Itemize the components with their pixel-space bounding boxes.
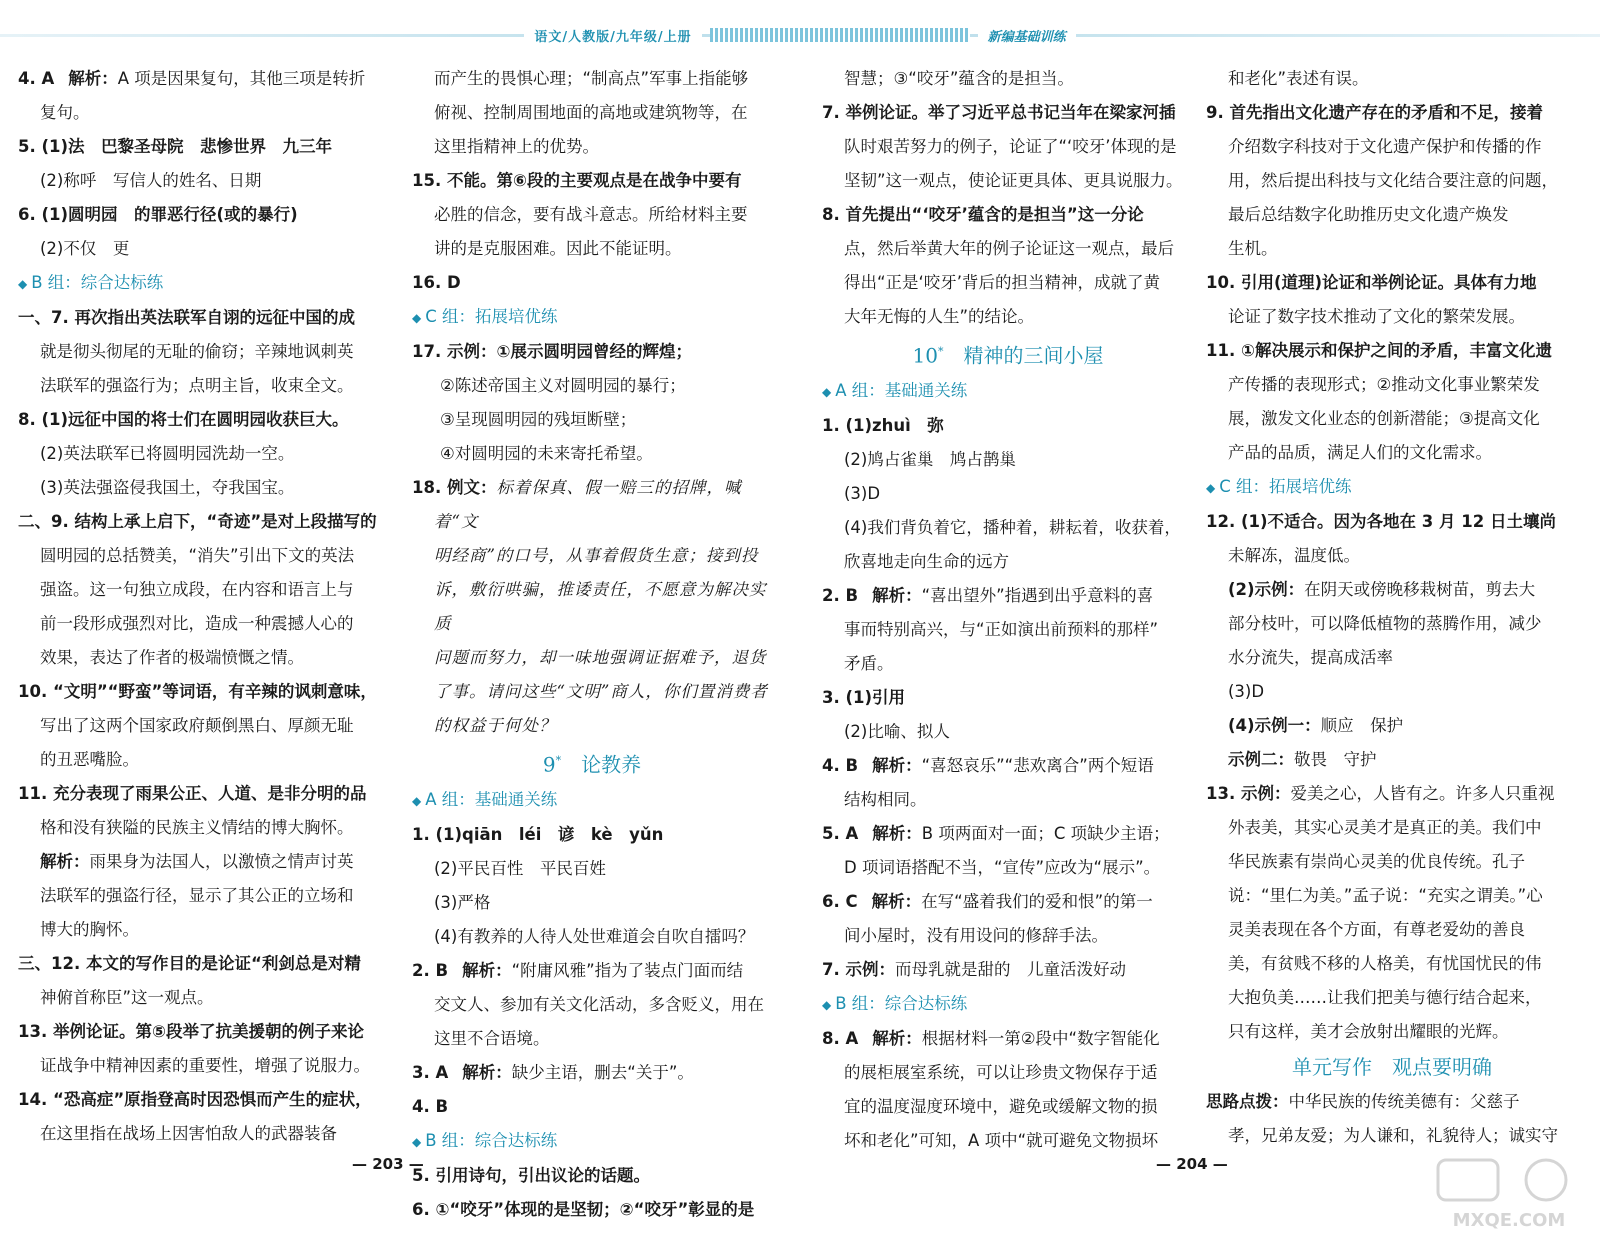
answer-continuation <box>18 981 390 1015</box>
answer-continuation <box>18 232 390 266</box>
answer-continuation <box>1206 981 1578 1015</box>
line-text: 展，激发文化业态的创新潜能；③提高文化 <box>1228 409 1540 428</box>
section-heading-label: B 组：综合达标练 <box>31 273 164 292</box>
line-text: 部分枝叶，可以降低植物的蒸腾作用，减少 <box>1228 614 1542 633</box>
line-text: (3)英法强盗侵我国土，夺我国宝。 <box>40 478 295 497</box>
answer-line <box>1206 96 1578 130</box>
line-text: 这里不合语境。 <box>434 1028 550 1048</box>
answer-line <box>1206 709 1578 743</box>
section-heading <box>412 1124 772 1159</box>
answer-continuation <box>822 647 1194 681</box>
analysis-text: 在写“盛着我们的爱和恨”的第一 <box>921 891 1153 911</box>
lesson-title <box>1206 1049 1578 1085</box>
line-text: 大年无悔的人生”的结论。 <box>844 307 1035 326</box>
line-text: 间小屋时，没有用设问的修辞手法。 <box>844 925 1108 945</box>
answer-continuation <box>1206 436 1578 470</box>
answer-continuation <box>18 437 390 471</box>
answer-continuation <box>1206 368 1578 402</box>
answer-continuation <box>822 715 1194 749</box>
question-number: 11. 充分表现了雨果公正、人道、是非分明的品 <box>18 784 367 803</box>
line-text: 论证了数字技术推动了文化的繁荣发展。 <box>1228 307 1525 326</box>
question-number: 12. (1)不适合。因为各地在 3 月 12 日土壤尚 <box>1206 512 1556 531</box>
answer-line <box>18 675 390 709</box>
question-number: 一、7. 再次指出英法联军自诩的远征中国的成 <box>18 308 355 327</box>
question-number: 7. 举例论证。举了习近平总书记当年在梁家河插 <box>822 103 1176 122</box>
answer-continuation <box>1206 607 1578 641</box>
answer-line <box>1206 505 1578 539</box>
bold-label: 13. 示例： <box>1206 784 1291 803</box>
bold-label: 示例二： <box>1228 750 1294 769</box>
answer-line <box>1206 334 1578 368</box>
question-number: 16. D <box>412 273 461 292</box>
answer-continuation <box>412 403 772 437</box>
answer-continuation <box>18 845 390 879</box>
line-text: 博大的胸怀。 <box>40 920 139 939</box>
line-text: 效果，表达了作者的极端愤慨之情。 <box>40 648 304 667</box>
example-text-line: 的权益于何处？ <box>434 716 557 735</box>
analysis-label: 解析： <box>872 585 922 605</box>
line-text: 宜的温度湿度环境中，避免或缓解文物的损 <box>844 1096 1158 1116</box>
line-text: 写出了这两个国家政府颠倒黑白、厚颜无耻 <box>40 716 354 735</box>
answer-line <box>18 947 390 981</box>
lesson-number: 9 <box>542 752 556 777</box>
line-text: 讲的是克服困难。因此不能证明。 <box>434 239 682 258</box>
answer-continuation <box>1206 913 1578 947</box>
question-number: 11. ①解决展示和保护之间的矛盾，丰富文化遗 <box>1206 341 1552 360</box>
line-text: (2)称呼 写信人的姓名、日期 <box>40 171 262 190</box>
line-text: 得出“正是‘咬牙’背后的担当精神，成就了黄 <box>844 273 1161 292</box>
question-number: 3. A <box>412 1062 449 1082</box>
section-heading-label: C 组：拓展培优练 <box>1219 477 1352 496</box>
line-text: 未解冻，温度低。 <box>1228 546 1360 565</box>
line-text: 说：“里仁为美。”孟子说：“充实之谓美。”心 <box>1228 886 1543 905</box>
question-number: 15. 不能。第⑥段的主要观点是在战争中要有 <box>412 171 742 190</box>
answer-continuation <box>1206 198 1578 232</box>
line-text: (2)鸠占雀巢 鸠占鹊巢 <box>844 449 1016 469</box>
example-label: 18. 例文： <box>412 478 497 497</box>
line-text: 的丑恶嘴脸。 <box>40 750 139 769</box>
answer-continuation <box>1206 539 1578 573</box>
answer-line <box>412 1056 772 1090</box>
answer-continuation <box>412 852 772 886</box>
answer-continuation <box>822 919 1194 953</box>
analysis-label: 解析： <box>872 823 922 843</box>
line-text: (2)不仅 更 <box>40 239 130 258</box>
bold-label: 7. 示例： <box>822 959 895 979</box>
answer-line <box>412 1159 772 1193</box>
answer-continuation <box>18 709 390 743</box>
example-text-line: 了事。请问这些“文明”商人，你们置消费者 <box>434 682 768 701</box>
answer-line <box>412 266 772 300</box>
analysis-text: 缺少主语，删去“关于”。 <box>511 1062 694 1082</box>
header-pattern <box>710 28 970 42</box>
answer-line <box>412 1193 772 1227</box>
bold-label: (2)示例： <box>1228 580 1305 599</box>
question-number: 2. B <box>412 960 449 980</box>
analysis-label: 解析： <box>872 1028 922 1048</box>
question-number: 13. 举例论证。第⑤段举了抗美援朝的例子来论 <box>18 1022 364 1041</box>
question-number: 三、12. 本文的写作目的是论证“利剑总是对精 <box>18 954 361 973</box>
answer-line <box>1206 777 1578 811</box>
line-text: ④对圆明园的未来寄托希望。 <box>440 444 653 463</box>
line-text: (3)严格 <box>434 892 491 912</box>
question-number: 4. B <box>822 755 859 775</box>
line-text: 在这里指在战场上因害怕敌人的武器装备 <box>40 1124 337 1143</box>
line-text: 坚韧”这一观点，使论证更具体、更具说服力。 <box>844 171 1183 190</box>
line-text: 华民族素有崇尚心灵美的优良传统。孔子 <box>1228 852 1525 871</box>
analysis-label: 解析： <box>872 755 922 775</box>
analysis-text: 雨果身为法国人，以激愤之情声讨英 <box>89 852 354 871</box>
answer-continuation <box>1206 130 1578 164</box>
analysis-text: B 项两面对一面；C 项缺少主语； <box>921 823 1170 843</box>
answer-continuation <box>1206 300 1578 334</box>
answer-continuation <box>18 164 390 198</box>
example-text: 标着保真、假一赔三的招牌，喊着“文 <box>434 478 742 531</box>
answer-continuation <box>412 232 772 266</box>
answer-continuation <box>1206 62 1578 96</box>
question-number: 1. (1)qiān léi 谚 kè yǔn <box>412 824 664 844</box>
line-text: 法联军的强盗行径，显示了其公正的立场和 <box>40 886 354 905</box>
answer-line <box>18 1083 390 1117</box>
analysis-text: A 项是因果复句，其他三项是转折 <box>117 69 366 88</box>
answer-continuation <box>1206 845 1578 879</box>
analysis-text: 根据材料一第②段中“数字智能化 <box>921 1028 1160 1048</box>
answer-line <box>822 817 1194 851</box>
answer-continuation <box>822 545 1194 579</box>
line-text: 欣喜地走向生命的远方 <box>844 551 1009 571</box>
answer-line <box>822 96 1194 130</box>
line-text: 介绍数字科技对于文化遗产保护和传播的作 <box>1228 137 1542 156</box>
answer-continuation <box>18 641 390 675</box>
analysis-label: 解析： <box>40 852 90 871</box>
question-number: 10. 引用(道理)论证和举例论证。具体有力地 <box>1206 273 1537 292</box>
line-text: 圆明园的总括赞美，“消失”引出下文的英法 <box>40 546 355 565</box>
line-text: 复句。 <box>40 103 90 122</box>
question-number: 8. A <box>822 1028 859 1048</box>
line-text: 矛盾。 <box>844 653 894 673</box>
line-text: 这里指精神上的优势。 <box>434 137 599 156</box>
asterisk-mark: * <box>555 754 562 767</box>
answer-line <box>412 1090 772 1124</box>
answer-text: 顺应 保护 <box>1320 716 1404 735</box>
answer-continuation <box>412 369 772 403</box>
answer-text: 敬畏 守护 <box>1294 750 1377 769</box>
bold-label: (4)示例一： <box>1228 716 1321 735</box>
line-text: 证战争中精神因素的重要性，增强了说服力。 <box>40 1056 370 1075</box>
answer-continuation <box>18 913 390 947</box>
line-text: 神俯首称臣”这一观点。 <box>40 988 214 1007</box>
line-text: 用，然后提出科技与文化结合要注意的问题， <box>1228 171 1558 190</box>
diamond-icon: ◆ <box>822 384 832 399</box>
question-number: 5. 引用诗句，引出议论的话题。 <box>412 1165 650 1185</box>
asterisk-mark: * <box>937 345 944 358</box>
answer-line <box>412 954 772 988</box>
answer-continuation <box>412 437 772 471</box>
section-heading <box>412 300 772 335</box>
lesson-number: 10 <box>912 343 938 368</box>
line-text: ③呈现圆明园的残垣断壁； <box>440 410 637 429</box>
question-number: 5. A <box>822 823 859 843</box>
question-number: 6. C <box>822 891 858 911</box>
answer-line <box>18 301 390 335</box>
answer-continuation <box>18 879 390 913</box>
answer-continuation <box>18 743 390 777</box>
answer-continuation <box>822 1056 1194 1090</box>
question-number: 二、9. 结构上承上启下，“奇迹”是对上段描写的 <box>18 512 377 531</box>
page-header <box>0 22 1600 48</box>
analysis-text: “喜出望外”指遇到出乎意料的喜 <box>921 585 1154 605</box>
line-text: 生机。 <box>1228 239 1278 258</box>
answer-line <box>1206 573 1578 607</box>
question-number: 4. B <box>412 1096 449 1116</box>
line-text: 队时艰苦努力的例子，论证了“‘咬牙’体现的是 <box>844 137 1177 156</box>
answer-continuation <box>822 266 1194 300</box>
diamond-icon: ◆ <box>412 793 422 808</box>
line-text: 事而特别高兴，与“正如演出前预料的那样” <box>844 619 1159 639</box>
answer-continuation <box>822 613 1194 647</box>
answer-continuation <box>412 988 772 1022</box>
question-number: 1. (1)zhuì 弥 <box>822 415 944 435</box>
line-text: 灵美表现在各个方面，有尊老爱幼的善良 <box>1228 920 1525 939</box>
line-text: (4)我们背负着它，播种着，耕耘着，收获着， <box>844 517 1181 537</box>
answer-line <box>412 164 772 198</box>
answer-continuation <box>822 62 1194 96</box>
lesson-title <box>412 743 772 783</box>
bold-label: 思路点拨： <box>1206 1092 1289 1111</box>
question-number: 17. 示例：①展示圆明园曾经的辉煌； <box>412 342 692 361</box>
answer-line <box>412 471 772 539</box>
page-number-left: — 203 — <box>352 1155 424 1173</box>
answer-continuation <box>1206 402 1578 436</box>
diamond-icon: ◆ <box>412 311 422 325</box>
line-text: 的展柜展室系统，可以让珍贵文物保存于适 <box>844 1062 1158 1082</box>
answer-line <box>1206 266 1578 300</box>
question-number: 3. (1)引用 <box>822 687 906 707</box>
diamond-icon: ◆ <box>18 277 28 291</box>
question-number: 14. “恐高症”原指登高时因恐惧而产生的症状， <box>18 1090 372 1109</box>
answer-continuation <box>412 198 772 232</box>
answer-continuation <box>18 1117 390 1151</box>
answer-continuation <box>1206 1119 1578 1153</box>
answer-line <box>18 1015 390 1049</box>
line-text: (3)D <box>1228 682 1265 701</box>
answer-continuation <box>822 1090 1194 1124</box>
line-text: 点，然后举黄大年的例子论证这一观点，最后 <box>844 239 1174 258</box>
analysis-text: “喜怒哀乐”“悲欢离合”两个短语 <box>921 755 1154 775</box>
watermark-logo <box>1434 1156 1584 1234</box>
answer-line <box>822 409 1194 443</box>
example-text-line: 问题而努力，却一味地强调证据难予，退货 <box>434 648 767 667</box>
answer-continuation <box>1206 879 1578 913</box>
line-text: 孝，兄弟友爱；为人谦和，礼貌待人；诚实守 <box>1228 1126 1558 1145</box>
line-text: 交文人、参加有关文化活动，多含贬义，用在 <box>434 994 764 1014</box>
line-text: 前一段形成强烈对比，造成一种震撼人心的 <box>40 614 354 633</box>
line-text: 坏和老化”可知，A 项中“就可避免文物损坏 <box>844 1130 1159 1150</box>
question-number: 5. (1)法 巴黎圣母院 悲惨世界 九三年 <box>18 137 333 156</box>
page-number-right: — 204 — <box>1156 1155 1228 1173</box>
lesson-title-text: 单元写作 观点要明确 <box>1292 1055 1492 1079</box>
diamond-icon: ◆ <box>412 1134 422 1149</box>
question-number: 8. 首先提出“‘咬牙’蕴含的是担当”这一分论 <box>822 205 1144 224</box>
line-text: 智慧；③“咬牙”蕴含的是担当。 <box>844 69 1074 88</box>
section-heading-label: B 组：综合达标练 <box>425 1130 558 1150</box>
answer-continuation <box>18 573 390 607</box>
answer-continuation <box>1206 675 1578 709</box>
line-text: 美，有贫贱不移的人格美，有忧国忧民的伟 <box>1228 954 1542 973</box>
answer-continuation <box>18 96 390 130</box>
analysis-label: 解析： <box>462 960 512 980</box>
diamond-icon: ◆ <box>822 997 832 1012</box>
answer-text: 中华民族的传统美德有：父慈子 <box>1288 1092 1520 1111</box>
answer-continuation <box>822 783 1194 817</box>
answer-continuation <box>412 130 772 164</box>
answer-continuation <box>412 1022 772 1056</box>
line-text: 格和没有狭隘的民族主义情结的博大胸怀。 <box>40 818 354 837</box>
example-text-line: 明经商”的口号，从事着假货生意；接到投 <box>434 546 759 565</box>
column-2 <box>412 62 772 1227</box>
lesson-title <box>822 334 1194 374</box>
line-text: (3)D <box>844 483 881 503</box>
section-heading <box>1206 470 1578 505</box>
answer-line <box>18 62 390 96</box>
header-brand: 新编基础训练 <box>978 26 1076 45</box>
question-number: 6. ①“咬牙”体现的是坚韧；②“咬牙”彰显的是 <box>412 1199 755 1219</box>
example-text-line: 诉，敷衍哄骗，推诿责任，不愿意为解决实质 <box>434 580 767 633</box>
section-heading <box>18 266 390 301</box>
answer-line <box>18 505 390 539</box>
answer-text: 在阴天或傍晚移栽树苗，剪去大 <box>1304 580 1536 599</box>
line-text: 俯视、控制周围地面的高地或建筑物等，在 <box>434 103 748 122</box>
question-number: 6. (1)圆明园 的罪恶行径(或的暴行) <box>18 205 298 224</box>
answer-line <box>412 335 772 369</box>
answer-line <box>822 885 1194 919</box>
line-text: 而产生的畏惧心理；“制高点”军事上指能够 <box>434 69 749 88</box>
answer-continuation <box>412 96 772 130</box>
question-number: 10. “文明”“野蛮”等词语，有辛辣的讽刺意味， <box>18 682 377 701</box>
answer-line <box>822 953 1194 987</box>
analysis-text: “附庸风雅”指为了装点门面而结 <box>511 960 744 980</box>
column-4 <box>1206 62 1578 1153</box>
answer-line <box>822 749 1194 783</box>
answer-line <box>1206 743 1578 777</box>
answer-line <box>18 403 390 437</box>
answer-continuation <box>822 1124 1194 1158</box>
answer-line <box>18 777 390 811</box>
answer-line <box>412 818 772 852</box>
answer-text: 而母乳就是甜的 儿童活泼好动 <box>895 959 1126 979</box>
answer-continuation <box>18 471 390 505</box>
answer-continuation <box>822 477 1194 511</box>
line-text: 只有这样，美才会放射出耀眼的光辉。 <box>1228 1022 1509 1041</box>
answer-continuation <box>1206 164 1578 198</box>
line-text: 大抱负美……让我们把美与德行结合起来， <box>1228 988 1542 1007</box>
answer-continuation <box>822 443 1194 477</box>
answer-continuation <box>822 130 1194 164</box>
line-text: 产传播的表现形式；②推动文化事业繁荣发 <box>1228 375 1540 394</box>
answer-continuation <box>1206 947 1578 981</box>
answer-continuation <box>18 369 390 403</box>
answer-line <box>1206 1085 1578 1119</box>
section-heading <box>412 783 772 818</box>
answer-continuation <box>822 851 1194 885</box>
question-number: 8. (1)远征中国的将士们在圆明园收获巨大。 <box>18 410 349 429</box>
answer-line <box>822 198 1194 232</box>
line-text: (4)有教养的人待人处世难道会自吹自擂吗？ <box>434 926 755 946</box>
answer-continuation <box>822 164 1194 198</box>
line-text: 强盗。这一句独立成段，在内容和语言上与 <box>40 580 354 599</box>
answer-continuation <box>412 886 772 920</box>
column-1 <box>18 62 390 1151</box>
watermark-text: MXQE.COM <box>1452 1210 1566 1231</box>
answer-line <box>18 130 390 164</box>
line-text: (2)平民百性 平民百姓 <box>434 858 606 878</box>
line-text: 结构相同。 <box>844 789 927 809</box>
section-heading-label: A 组：基础通关练 <box>835 380 968 400</box>
analysis-label: 解析： <box>462 1062 512 1082</box>
line-text: 必胜的信念，要有战斗意志。所给材料主要 <box>434 205 748 224</box>
answer-continuation <box>18 539 390 573</box>
line-text: (2)英法联军已将圆明园洗劫一空。 <box>40 444 295 463</box>
answer-continuation <box>18 811 390 845</box>
section-heading <box>822 987 1194 1022</box>
section-heading-label: A 组：基础通关练 <box>425 789 558 809</box>
section-heading-label: B 组：综合达标练 <box>835 993 968 1013</box>
question-number: 4. A <box>18 69 55 88</box>
line-text: 和老化”表述有误。 <box>1228 69 1369 88</box>
column-3 <box>822 62 1194 1158</box>
line-text: ②陈述帝国主义对圆明园的暴行； <box>440 376 686 395</box>
line-text: 外表美，其实心灵美才是真正的美。我们中 <box>1228 818 1542 837</box>
answer-continuation <box>18 335 390 369</box>
answer-text: 爱美之心，人皆有之。许多人只重视 <box>1290 784 1555 803</box>
section-heading-label: C 组：拓展培优练 <box>425 307 558 326</box>
answer-line <box>822 681 1194 715</box>
question-number: 2. B <box>822 585 859 605</box>
line-text: 就是彻头彻尾的无耻的偷窃；辛辣地讽刺英 <box>40 342 354 361</box>
answer-continuation <box>1206 641 1578 675</box>
analysis-label: 解析： <box>68 69 118 88</box>
answer-continuation <box>412 920 772 954</box>
answer-line <box>822 579 1194 613</box>
question-number: 9. 首先指出文化遗产存在的矛盾和不足，接着 <box>1206 103 1543 122</box>
answer-continuation <box>822 300 1194 334</box>
line-text: (2)比喻、拟人 <box>844 721 950 741</box>
answer-continuation <box>1206 232 1578 266</box>
answer-line <box>18 198 390 232</box>
answer-continuation <box>1206 811 1578 845</box>
answer-continuation <box>1206 1015 1578 1049</box>
answer-continuation <box>18 607 390 641</box>
answer-continuation <box>822 511 1194 545</box>
answer-continuation <box>822 232 1194 266</box>
analysis-label: 解析： <box>871 891 922 911</box>
lesson-title-text: 精神的三间小屋 <box>963 343 1104 368</box>
diamond-icon: ◆ <box>1206 481 1216 495</box>
header-subject: 语文/人教版/九年级/上册 <box>524 26 701 45</box>
lesson-title-text: 论教养 <box>581 752 642 777</box>
answer-continuation <box>18 1049 390 1083</box>
line-text: 水分流失，提高成活率 <box>1228 648 1393 667</box>
line-text: 最后总结数字化助推历史文化遗产焕发 <box>1228 205 1509 224</box>
line-text: 法联军的强盗行为；点明主旨，收束全文。 <box>40 376 354 395</box>
answer-continuation <box>412 62 772 96</box>
answer-line <box>822 1022 1194 1056</box>
line-text: 产品的品质，满足人们的文化需求。 <box>1228 443 1492 462</box>
section-heading <box>822 374 1194 409</box>
line-text: D 项词语搭配不当，“宣传”应改为“展示”。 <box>844 857 1161 877</box>
